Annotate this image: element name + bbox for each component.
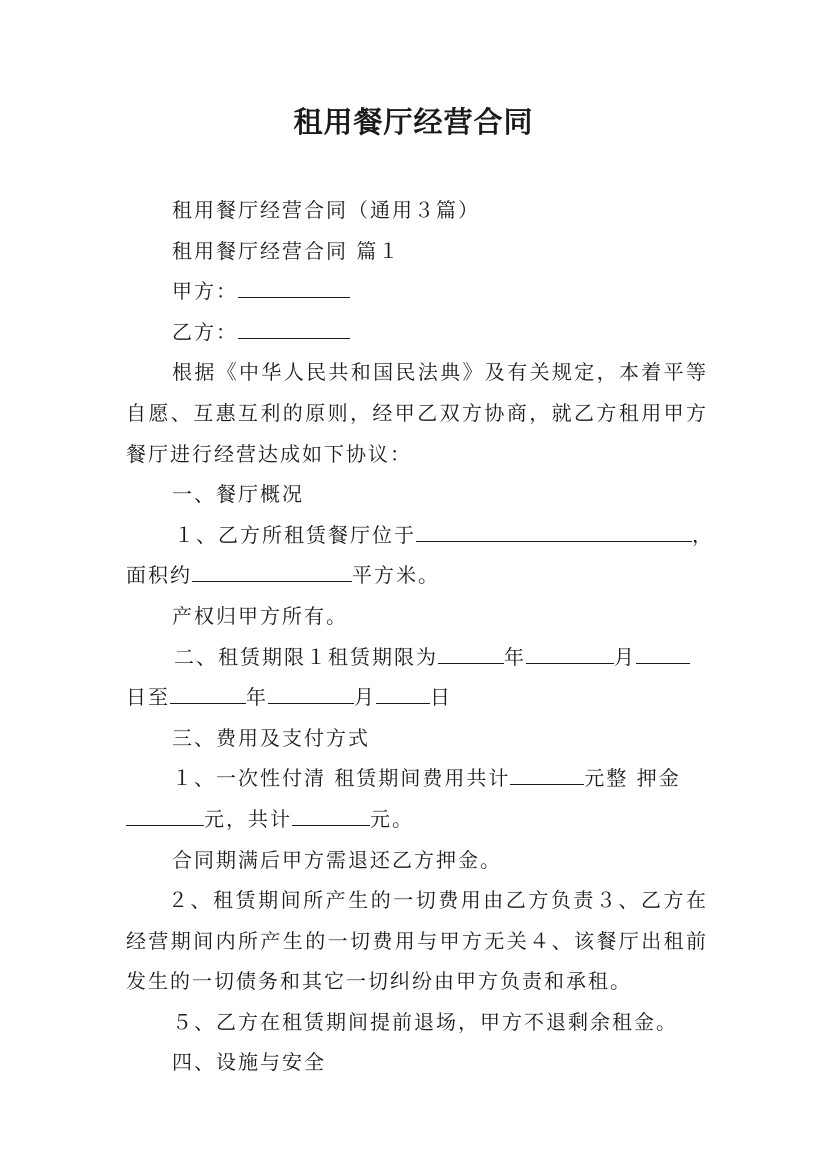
party-b-line — [126, 312, 708, 353]
s3-item1-text: １、一次性付清 租赁期间费用共计 — [172, 766, 511, 791]
area-label: 面积约 — [126, 563, 192, 588]
deposit-label: 元整 押金 — [584, 766, 681, 791]
location-blank — [416, 523, 692, 542]
sum-label: 元，共计 — [204, 806, 292, 831]
party-b-label: 乙方： — [172, 319, 238, 344]
s1-item1-text: １、乙方所租赁餐厅位于 — [174, 522, 416, 547]
s1-item1-line2 — [126, 555, 708, 596]
subtitle: 租用餐厅经营合同（通用３篇） — [172, 198, 480, 222]
end-day-label: 日 — [430, 685, 452, 710]
end-year-blank — [170, 685, 246, 704]
section4-heading: 四、设施与安全 — [172, 1050, 326, 1075]
start-year-label: 年 — [504, 644, 526, 669]
party-a-line — [126, 271, 708, 312]
sum-unit: 元。 — [370, 806, 414, 831]
s3-item2-paragraph: ２、租赁期间所产生的一切费用由乙方负责３、乙方在经营期间内所产生的一切费用与甲方无关４、该餐厅出租前发生的一切债务和其它一切纠纷由甲方负责和承租。 — [126, 888, 708, 994]
start-day-blank — [636, 645, 690, 664]
start-day-to: 日至 — [126, 685, 170, 710]
deposit-blank — [126, 807, 204, 826]
start-month-blank — [526, 645, 614, 664]
sum-blank — [292, 807, 370, 826]
document-title: 租用餐厅经营合同 — [293, 105, 534, 139]
refund-line: 合同期满后甲方需退还乙方押金。 — [172, 847, 502, 872]
section1-heading: 一、餐厅概况 — [172, 482, 304, 507]
party-a-label: 甲方： — [172, 279, 238, 304]
ownership-line: 产权归甲方所有。 — [172, 603, 348, 628]
end-month-blank — [268, 685, 354, 704]
area-unit: 平方米。 — [352, 563, 440, 588]
section2-line1 — [126, 637, 708, 678]
end-day-blank — [376, 685, 430, 704]
s1-item1-comma: ， — [692, 522, 714, 547]
section3-heading: 三、费用及支付方式 — [172, 725, 370, 750]
s3-item1-line1 — [126, 758, 708, 799]
section2-text: 二、租赁期限１租赁期限为 — [174, 644, 438, 669]
section2-line2 — [126, 677, 708, 718]
s1-item1-line1 — [126, 515, 714, 556]
area-blank — [192, 563, 352, 582]
total-fee-blank — [510, 766, 584, 785]
intro-paragraph: 根据《中华人民共和国民法典》及有关规定，本着平等自愿、互惠互利的原则，经甲乙双方协商，就乙方租用甲方餐厅进行经营达成如下协议： — [126, 360, 708, 466]
party-a-blank — [238, 279, 350, 298]
document-body — [126, 190, 714, 1083]
part-heading: 租用餐厅经营合同 篇１ — [172, 238, 401, 263]
start-month-label: 月 — [614, 644, 636, 669]
party-b-blank — [238, 320, 350, 339]
start-year-blank — [438, 645, 504, 664]
s3-item5-line: ５、乙方在租赁期间提前退场，甲方不退剩余租金。 — [172, 1009, 678, 1034]
end-month-label: 月 — [354, 685, 376, 710]
end-year-label: 年 — [246, 685, 268, 710]
s3-item1-line2 — [126, 799, 708, 840]
